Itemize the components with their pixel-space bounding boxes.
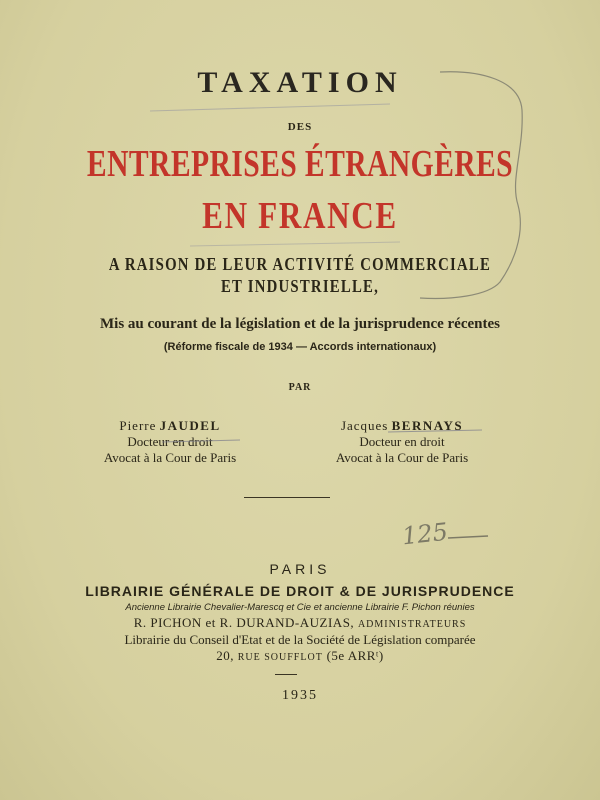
address-street: RUE SOUFFLOT [237, 652, 323, 663]
address-arrondissement: (5e ARRᵗ) [326, 648, 384, 663]
pencil-underline [388, 430, 482, 432]
title-taxation: TAXATION [197, 66, 403, 99]
author-degree: Docteur en droit [127, 434, 213, 449]
pencil-bracket [420, 72, 522, 299]
subtitle-line2-text: ET INDUSTRIELLE [220, 276, 375, 296]
author-degree: Docteur en droit [359, 434, 445, 449]
publisher-former: Ancienne Librairie Chevalier-Marescq et Cie et ancienne Librairie F. Pichon réunies [125, 602, 475, 613]
publisher-name: LIBRAIRIE GÉNÉRALE DE DROIT & DE JURISPRUDENCE [85, 583, 515, 599]
subtitle-line2: ET INDUSTRIELLE, [220, 276, 380, 296]
publisher-owners-names: R. PICHON et R. DURAND-AUZIAS, [133, 615, 355, 630]
publisher-owners-title: ADMINISTRATEURS [357, 619, 467, 630]
title-main-line2: EN FRANCE [202, 195, 398, 237]
handwritten-number: 125 [400, 517, 450, 551]
author-last-name: JAUDEL [159, 418, 221, 433]
subtitle-line1: A RAISON DE LEUR ACTIVITÉ COMMERCIALE [108, 254, 492, 274]
publication-year: 1935 [282, 688, 318, 703]
update-note: Mis au courant de la législation et de la jurisprudence récentes [100, 316, 500, 332]
author-last-name: BERNAYS [391, 418, 464, 433]
pencil-underline [162, 440, 240, 442]
publisher-city: PARIS [269, 561, 331, 577]
author-first-name: Pierre [119, 418, 157, 433]
by-label: PAR [288, 382, 312, 393]
reform-note: (Réforme fiscale de 1934 — Accords internationaux) [163, 341, 437, 353]
pencil-underline [150, 104, 390, 111]
address-number: 20, [216, 648, 234, 663]
author-first-name: Jacques [340, 418, 389, 433]
pencil-underline [190, 242, 400, 246]
author-title: Avocat à la Cour de Paris [335, 450, 469, 465]
title-main-line1: ENTREPRISES ÉTRANGÈRES [86, 143, 514, 185]
publisher-council: Librairie du Conseil d'Etat et de la Société de Législation comparée [124, 632, 476, 647]
pencil-underline [448, 536, 488, 538]
title-des: DES [287, 121, 313, 133]
author-title: Avocat à la Cour de Paris [103, 450, 237, 465]
